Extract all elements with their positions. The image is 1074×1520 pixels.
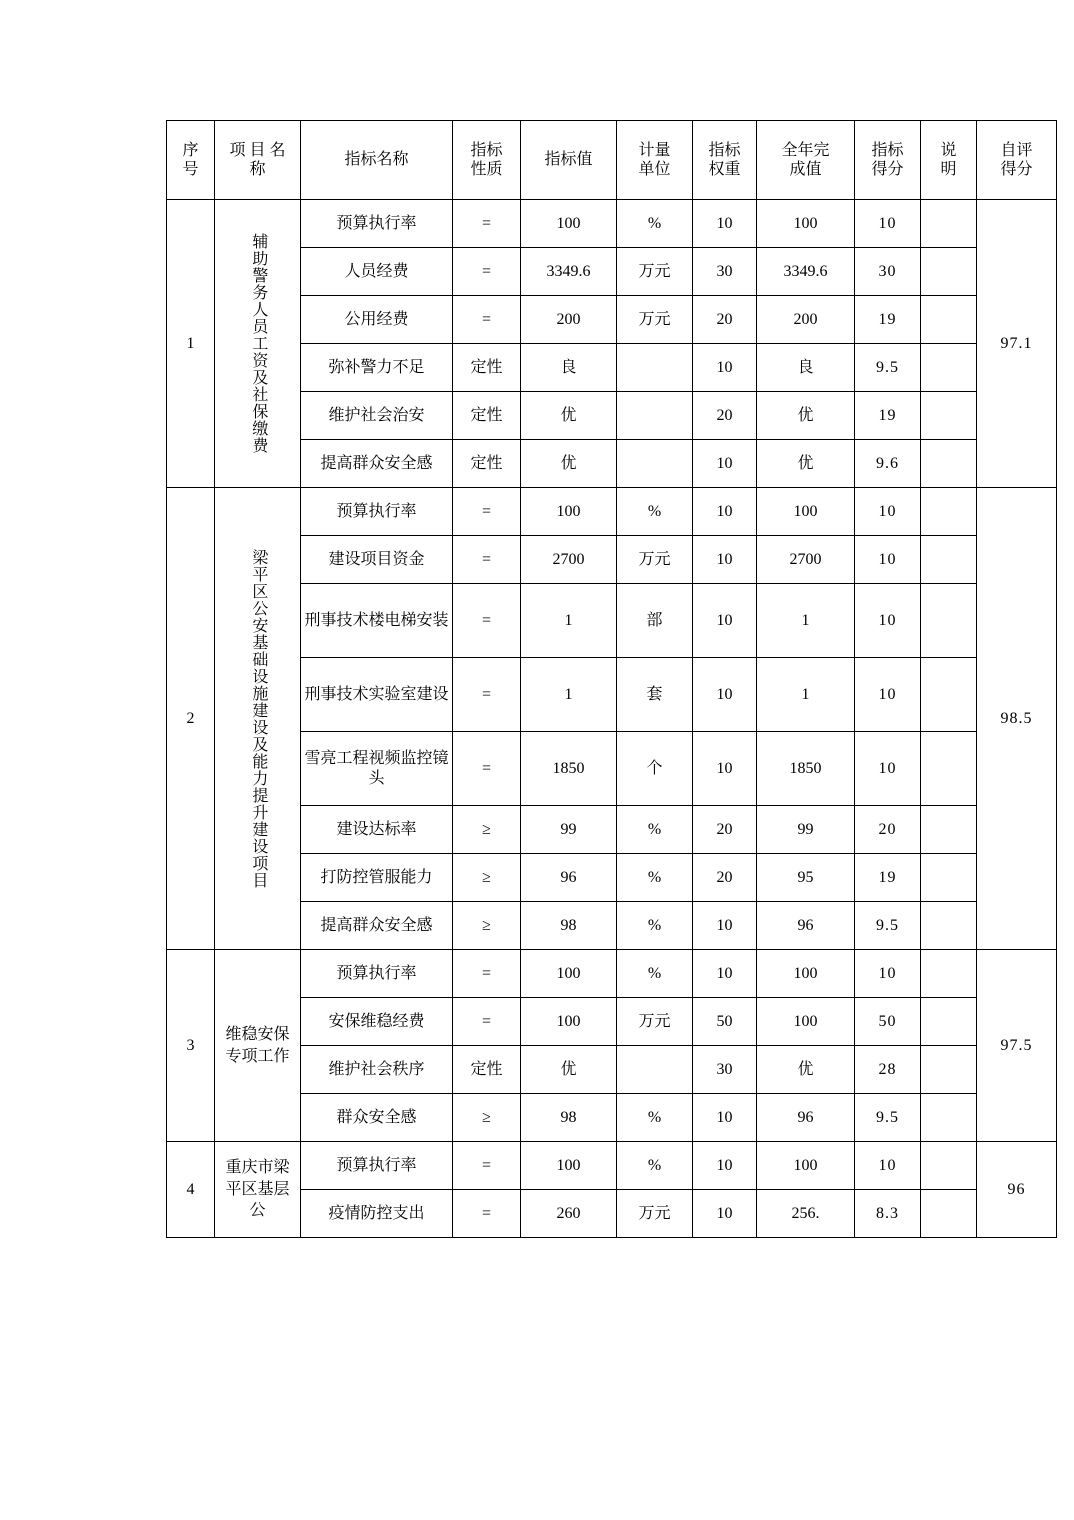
cell-indicator-score: 10 [855, 488, 921, 536]
table-body [167, 200, 1057, 1238]
cell-completed-value: 100 [757, 488, 855, 536]
cell-indicator-nature: = [453, 1190, 521, 1238]
cell-unit: % [617, 854, 693, 902]
cell-indicator-name: 预算执行率 [301, 200, 453, 248]
cell-weight: 20 [693, 854, 757, 902]
cell-completed-value: 100 [757, 950, 855, 998]
cell-note [921, 854, 977, 902]
cell-unit: % [617, 1142, 693, 1190]
cell-self-score: 97.5 [977, 950, 1057, 1142]
cell-indicator-name: 打防控管服能力 [301, 854, 453, 902]
cell-indicator-name: 预算执行率 [301, 950, 453, 998]
cell-unit: % [617, 806, 693, 854]
cell-indicator-value: 优 [521, 440, 617, 488]
cell-weight: 10 [693, 200, 757, 248]
cell-self-score: 96 [977, 1142, 1057, 1238]
cell-completed-value: 1 [757, 658, 855, 732]
cell-indicator-name: 弥补警力不足 [301, 344, 453, 392]
cell-weight: 10 [693, 344, 757, 392]
cell-indicator-score: 10 [855, 658, 921, 732]
cell-indicator-nature: ≥ [453, 1094, 521, 1142]
cell-unit: 万元 [617, 248, 693, 296]
table-row [167, 1094, 1057, 1142]
cell-group-no: 3 [167, 950, 215, 1142]
col-header-no-line1: 序 [182, 141, 199, 159]
col-header-no [167, 121, 215, 200]
cell-weight: 10 [693, 732, 757, 806]
col-header-self-line2: 得分 [1000, 161, 1033, 178]
cell-unit: 万元 [617, 536, 693, 584]
cell-indicator-name: 建设项目资金 [301, 536, 453, 584]
cell-completed-value: 优 [757, 1046, 855, 1094]
cell-indicator-nature: ≥ [453, 806, 521, 854]
col-header-note [921, 121, 977, 200]
cell-indicator-value: 260 [521, 1190, 617, 1238]
cell-indicator-nature: = [453, 658, 521, 732]
cell-indicator-score: 28 [855, 1046, 921, 1094]
table-row [167, 998, 1057, 1046]
cell-note [921, 732, 977, 806]
cell-weight: 10 [693, 1190, 757, 1238]
cell-indicator-nature: = [453, 584, 521, 658]
cell-weight: 30 [693, 1046, 757, 1094]
cell-indicator-nature: 定性 [453, 392, 521, 440]
table-row [167, 344, 1057, 392]
table-row [167, 732, 1057, 806]
cell-indicator-nature: = [453, 488, 521, 536]
table-row [167, 1142, 1057, 1190]
cell-indicator-value: 1 [521, 584, 617, 658]
cell-indicator-nature: = [453, 200, 521, 248]
cell-indicator-name: 维护社会治安 [301, 392, 453, 440]
col-header-value: 指标值 [521, 121, 617, 200]
cell-project-name [215, 200, 301, 488]
cell-unit: % [617, 200, 693, 248]
cell-group-no: 2 [167, 488, 215, 950]
cell-unit: % [617, 1094, 693, 1142]
cell-unit: 部 [617, 584, 693, 658]
cell-unit: 套 [617, 658, 693, 732]
col-header-weight-line1: 指标 [708, 141, 741, 159]
cell-indicator-nature: = [453, 732, 521, 806]
cell-weight: 10 [693, 488, 757, 536]
cell-indicator-value: 1850 [521, 732, 617, 806]
table-row [167, 536, 1057, 584]
table-row [167, 392, 1057, 440]
table-row [167, 902, 1057, 950]
cell-self-score: 98.5 [977, 488, 1057, 950]
cell-note [921, 200, 977, 248]
cell-indicator-score: 10 [855, 536, 921, 584]
col-header-self-line1: 自评 [1000, 141, 1033, 159]
table-row [167, 200, 1057, 248]
cell-indicator-name: 雪亮工程视频监控镜头 [301, 732, 453, 806]
table-row [167, 1046, 1057, 1094]
cell-weight: 30 [693, 248, 757, 296]
cell-note [921, 584, 977, 658]
cell-indicator-nature: 定性 [453, 440, 521, 488]
cell-completed-value: 100 [757, 998, 855, 1046]
cell-note [921, 1142, 977, 1190]
cell-note [921, 440, 977, 488]
table-row [167, 296, 1057, 344]
cell-completed-value: 3349.6 [757, 248, 855, 296]
cell-indicator-nature: = [453, 1142, 521, 1190]
col-header-nature-line1: 指标 [470, 141, 503, 159]
cell-unit [617, 392, 693, 440]
cell-completed-value: 优 [757, 392, 855, 440]
table-row [167, 488, 1057, 536]
cell-weight: 10 [693, 440, 757, 488]
cell-group-no: 4 [167, 1142, 215, 1238]
cell-weight: 10 [693, 1094, 757, 1142]
cell-indicator-name: 公用经费 [301, 296, 453, 344]
table-row [167, 584, 1057, 658]
cell-indicator-value: 100 [521, 1142, 617, 1190]
cell-indicator-score: 10 [855, 732, 921, 806]
cell-indicator-value: 100 [521, 950, 617, 998]
cell-indicator-value: 100 [521, 488, 617, 536]
cell-completed-value: 100 [757, 200, 855, 248]
cell-note [921, 998, 977, 1046]
cell-weight: 10 [693, 536, 757, 584]
cell-note [921, 392, 977, 440]
cell-indicator-value: 200 [521, 296, 617, 344]
cell-indicator-score: 9.5 [855, 902, 921, 950]
cell-indicator-score: 9.6 [855, 440, 921, 488]
table-row [167, 854, 1057, 902]
cell-note [921, 344, 977, 392]
table-row [167, 1190, 1057, 1238]
cell-note [921, 296, 977, 344]
cell-indicator-value: 良 [521, 344, 617, 392]
cell-weight: 10 [693, 1142, 757, 1190]
cell-indicator-score: 19 [855, 392, 921, 440]
cell-indicator-value: 100 [521, 200, 617, 248]
project-name-text: 梁平区公安基础设施建设及能力提升建设项目 [249, 548, 267, 889]
cell-indicator-value: 优 [521, 392, 617, 440]
cell-weight: 10 [693, 658, 757, 732]
col-header-weight [693, 121, 757, 200]
cell-weight: 20 [693, 296, 757, 344]
table-row [167, 248, 1057, 296]
table-row [167, 806, 1057, 854]
cell-completed-value: 1 [757, 584, 855, 658]
cell-indicator-name: 提高群众安全感 [301, 902, 453, 950]
cell-weight: 50 [693, 998, 757, 1046]
cell-indicator-score: 9.5 [855, 1094, 921, 1142]
cell-indicator-nature: = [453, 950, 521, 998]
cell-unit: % [617, 902, 693, 950]
col-header-unit-line1: 计量 [638, 141, 671, 159]
col-header-no-line2: 号 [182, 161, 199, 178]
cell-unit: % [617, 488, 693, 536]
cell-indicator-nature: = [453, 248, 521, 296]
table-row [167, 440, 1057, 488]
cell-weight: 10 [693, 950, 757, 998]
cell-note [921, 248, 977, 296]
project-name-text: 重庆市梁平区基层公 [225, 1159, 290, 1220]
cell-project-name [215, 950, 301, 1142]
cell-weight: 10 [693, 584, 757, 658]
table-row [167, 950, 1057, 998]
cell-indicator-score: 10 [855, 1142, 921, 1190]
col-header-note-line1: 说 [940, 141, 957, 159]
cell-completed-value: 1850 [757, 732, 855, 806]
col-header-unit-line2: 单位 [638, 161, 671, 178]
cell-completed-value: 256. [757, 1190, 855, 1238]
cell-indicator-nature: = [453, 536, 521, 584]
cell-indicator-nature: = [453, 296, 521, 344]
cell-indicator-name: 群众安全感 [301, 1094, 453, 1142]
cell-indicator-score: 30 [855, 248, 921, 296]
cell-indicator-score: 10 [855, 584, 921, 658]
cell-unit: 万元 [617, 998, 693, 1046]
cell-note [921, 488, 977, 536]
cell-unit: 万元 [617, 1190, 693, 1238]
col-header-project-line2: 称 [249, 161, 266, 178]
cell-indicator-value: 96 [521, 854, 617, 902]
cell-group-no: 1 [167, 200, 215, 488]
cell-completed-value: 99 [757, 806, 855, 854]
col-header-done-line2: 成值 [789, 161, 822, 178]
cell-completed-value: 优 [757, 440, 855, 488]
col-header-score [855, 121, 921, 200]
cell-indicator-score: 10 [855, 200, 921, 248]
cell-indicator-nature: 定性 [453, 1046, 521, 1094]
cell-indicator-name: 维护社会秩序 [301, 1046, 453, 1094]
cell-unit: % [617, 950, 693, 998]
cell-completed-value: 95 [757, 854, 855, 902]
col-header-indicator: 指标名称 [301, 121, 453, 200]
col-header-note-line2: 明 [940, 161, 957, 178]
cell-unit: 个 [617, 732, 693, 806]
cell-indicator-value: 1 [521, 658, 617, 732]
cell-indicator-name: 预算执行率 [301, 1142, 453, 1190]
cell-completed-value: 200 [757, 296, 855, 344]
col-header-score-line1: 指标 [871, 141, 904, 159]
cell-indicator-nature: = [453, 998, 521, 1046]
cell-note [921, 1190, 977, 1238]
performance-indicator-table [166, 120, 1057, 1238]
cell-indicator-name: 疫情防控支出 [301, 1190, 453, 1238]
cell-indicator-name: 预算执行率 [301, 488, 453, 536]
cell-indicator-score: 19 [855, 296, 921, 344]
col-header-project [215, 121, 301, 200]
project-name-text: 维稳安保专项工作 [225, 1025, 290, 1065]
cell-indicator-nature: ≥ [453, 902, 521, 950]
cell-indicator-score: 8.3 [855, 1190, 921, 1238]
table-header-row [167, 121, 1057, 200]
col-header-project-line1: 项 目 名 [229, 141, 286, 159]
col-header-unit [617, 121, 693, 200]
col-header-done [757, 121, 855, 200]
cell-note [921, 1094, 977, 1142]
cell-note [921, 806, 977, 854]
col-header-nature-line2: 性质 [470, 161, 503, 178]
cell-indicator-score: 19 [855, 854, 921, 902]
cell-note [921, 536, 977, 584]
cell-indicator-value: 100 [521, 998, 617, 1046]
cell-indicator-name: 安保维稳经费 [301, 998, 453, 1046]
cell-unit [617, 1046, 693, 1094]
cell-note [921, 1046, 977, 1094]
cell-weight: 20 [693, 806, 757, 854]
project-name-text: 辅助警务人员工资及社保缴费 [249, 233, 267, 454]
cell-indicator-score: 50 [855, 998, 921, 1046]
col-header-self-score [977, 121, 1057, 200]
cell-completed-value: 100 [757, 1142, 855, 1190]
col-header-score-line2: 得分 [871, 161, 904, 178]
cell-indicator-value: 3349.6 [521, 248, 617, 296]
table-header [167, 121, 1057, 200]
cell-indicator-nature: ≥ [453, 854, 521, 902]
cell-unit [617, 344, 693, 392]
cell-indicator-name: 提高群众安全感 [301, 440, 453, 488]
cell-indicator-score: 10 [855, 950, 921, 998]
cell-indicator-value: 2700 [521, 536, 617, 584]
cell-indicator-score: 9.5 [855, 344, 921, 392]
cell-note [921, 658, 977, 732]
cell-indicator-value: 99 [521, 806, 617, 854]
cell-indicator-nature: 定性 [453, 344, 521, 392]
cell-indicator-name: 刑事技术楼电梯安装 [301, 584, 453, 658]
cell-indicator-value: 98 [521, 1094, 617, 1142]
cell-unit: 万元 [617, 296, 693, 344]
cell-indicator-value: 98 [521, 902, 617, 950]
cell-note [921, 902, 977, 950]
cell-project-name [215, 1142, 301, 1238]
cell-weight: 20 [693, 392, 757, 440]
cell-indicator-name: 建设达标率 [301, 806, 453, 854]
cell-project-name [215, 488, 301, 950]
table-row [167, 658, 1057, 732]
col-header-done-line1: 全年完 [781, 141, 830, 159]
col-header-weight-line2: 权重 [708, 161, 741, 178]
col-header-nature [453, 121, 521, 200]
cell-indicator-name: 刑事技术实验室建设 [301, 658, 453, 732]
cell-completed-value: 良 [757, 344, 855, 392]
cell-completed-value: 96 [757, 902, 855, 950]
cell-unit [617, 440, 693, 488]
cell-completed-value: 96 [757, 1094, 855, 1142]
cell-indicator-score: 20 [855, 806, 921, 854]
cell-indicator-value: 优 [521, 1046, 617, 1094]
cell-self-score: 97.1 [977, 200, 1057, 488]
cell-weight: 10 [693, 902, 757, 950]
cell-completed-value: 2700 [757, 536, 855, 584]
cell-note [921, 950, 977, 998]
cell-indicator-name: 人员经费 [301, 248, 453, 296]
